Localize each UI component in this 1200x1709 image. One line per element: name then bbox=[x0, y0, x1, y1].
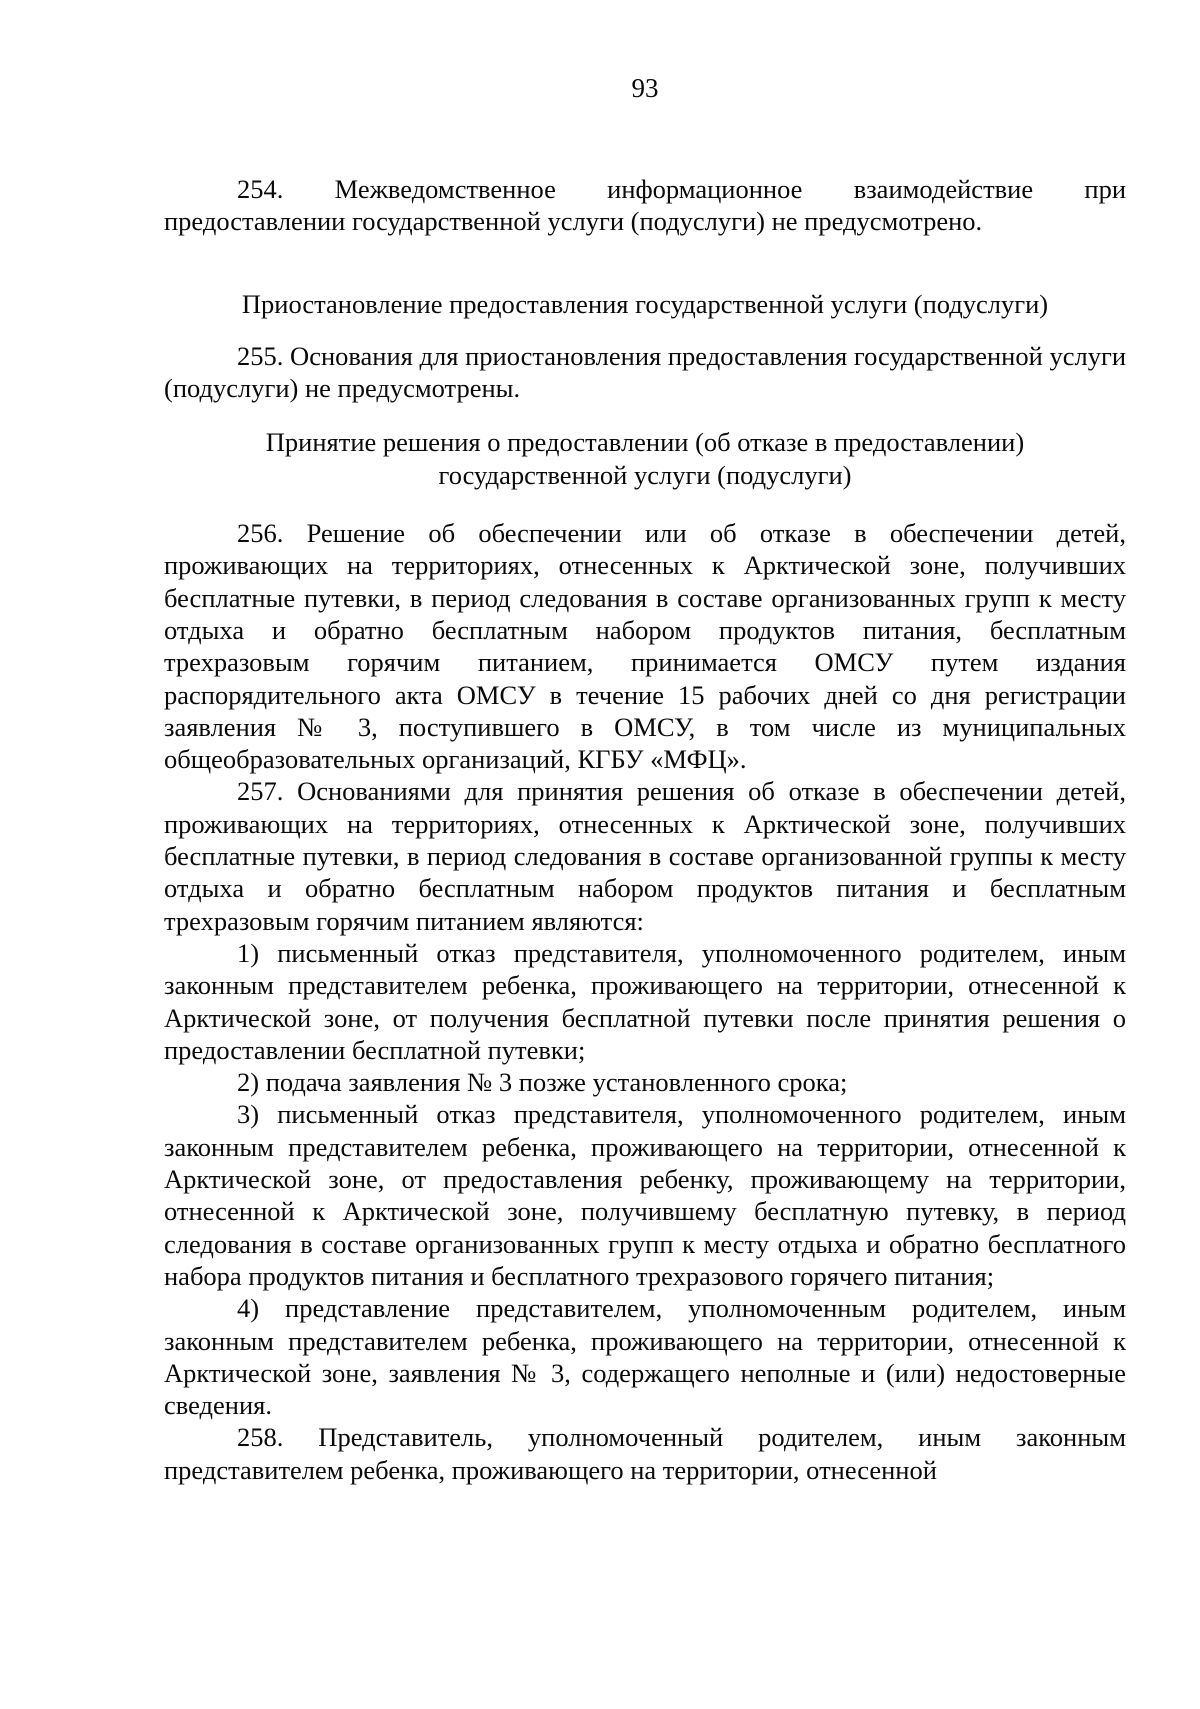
paragraph-257-item-1: 1) письменный отказ представителя, уполномоченного родителем, иным законным представителем ребенка, проживающего на территории, отнесенной к Арктической зоне, от получения бесплатной путевки после принятия решения о предоставлении бесплатной путевки; bbox=[164, 937, 1126, 1065]
paragraph-257: 257. Основаниями для принятия решения об отказе в обеспечении детей, проживающих на территориях, отнесенных к Арктической зоне, получивших бесплатные путевки, в период следования в составе организованной группы к месту отдыха и обратно бесплатным набором продуктов питания и бесплатным трехразовым горячим питанием являются: bbox=[164, 776, 1126, 936]
paragraph-257-item-2: 2) подача заявления № 3 позже установленного срока; bbox=[237, 1067, 848, 1098]
section-heading-decision-line-1: Принятие решения о предоставлении (об отказе в предоставлении) bbox=[265, 427, 1025, 458]
paragraph-257-item-4: 4) представление представителем, уполномоченным родителем, иным законным представителем ребенка, проживающего на территории, отнесенной к Арктической зоне, заявления № 3, содержащего неполные и (или) недостоверные сведения. bbox=[164, 1293, 1126, 1421]
paragraph-257-item-3: 3) письменный отказ представителя, уполномоченного родителем, иным законным представителем ребенка, проживающего на территории, отнесенной к Арктической зоне, от предоставления ребенку, проживающему на территории, отнесенной к Арктической зоне, получившему бесплатную путевку, в период следования в составе организованных групп к месту отдыха и обратно бесплатного набора продуктов питания и бесплатного трехразового горячего питания; bbox=[164, 1099, 1126, 1291]
paragraph-255: 255. Основания для приостановления предоставления государственной услуги (подуслуги) не предусмотрены. bbox=[164, 340, 1126, 404]
section-heading-decision-line-2: государственной услуги (подуслуги) bbox=[438, 459, 852, 490]
document-body bbox=[164, 173, 1126, 1486]
page-number: 93 bbox=[631, 73, 659, 103]
paragraph-256: 256. Решение об обеспечении или об отказе в обеспечении детей, проживающих на территориях, отнесенных к Арктической зоне, получивших бесплатные путевки, в период следования в составе организованных групп к месту отдыха и обратно бесплатным набором продуктов питания, бесплатным трехразовым горячим питанием, принимается ОМСУ путем издания распорядительного акта ОМСУ в течение 15 рабочих дней со дня регистрации заявления № 3, поступившего в ОМСУ, в том числе из муниципальных общеобразовательных организаций, КГБУ «МФЦ». bbox=[164, 518, 1126, 775]
section-heading-suspension: Приостановление предоставления государственной услуги (подуслуги) bbox=[241, 288, 1049, 319]
paragraph-258: 258. Представитель, уполномоченный родителем, иным законным представителем ребенка, проживающего на территории, отнесенной bbox=[164, 1422, 1126, 1485]
paragraph-254: 254. Межведомственное информационное взаимодействие при предоставлении государственной услуги (подуслуги) не предусмотрено. bbox=[164, 174, 1126, 237]
